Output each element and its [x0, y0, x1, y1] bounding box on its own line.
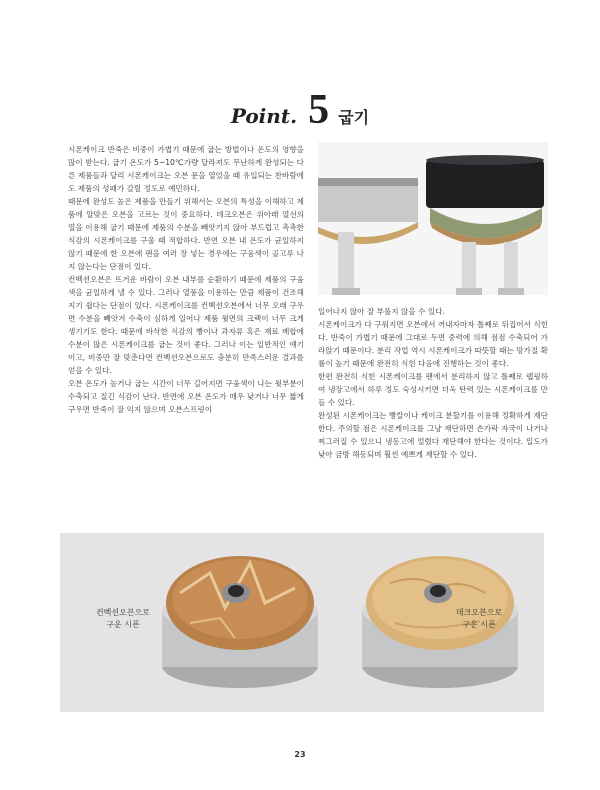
caption-convection: [88, 607, 158, 631]
left-text-column: [68, 143, 304, 416]
paragraph: 컨벡션오븐은 뜨거운 바람이 오븐 내부를 순환하기 때문에 제품의 구움색을 균일하게 낼 수 있다. 그러나 열풍을 이용하는 만큼 제품이 건조해지기 쉽다는 단점이 있다. 시폰케이크를 컨벡션오븐에서 너무 오래 구우면 수분을 빼앗겨 수축이 심하게 일어나 제품 윗면의 크랙이 너무 크게 생기기도 한다. 때문에 바삭한 식감의 빵이나 과자류 혹은 재료 배합에 수분이 많은 시폰케이크를 굽는 것이 좋다. 그러나 이는 일반적인 얘기이고, 비중만 잘 맞춘다면 컨벡션오븐으로도 충분히 만족스러운 결과를 얻을 수 있다.: [68, 275, 304, 375]
heading-title: 굽기: [338, 108, 370, 127]
paragraph: 시폰케이크 반죽은 비중이 가볍기 때문에 굽는 방법이나 온도의 영향을 많이 받는다. 굽기 온도가 5~10℃가량 달라져도 무난하게 완성되는 다른 제품들과 달리 시폰케이크는 오븐 문을 열었을 때 유입되는 찬바람에도 제품의 성패가 갈릴 정도로 예민하다.: [68, 145, 304, 193]
heading-point: Point.: [230, 104, 298, 128]
caption-deck: [444, 607, 514, 631]
right-text-column: [318, 305, 548, 461]
paragraph: 완성된 시폰케이크는 빵칼이나 케이크 분할기를 이용해 정확하게 재단한다. 주의할 점은 시폰케이크를 그냥 재단하면 손가락 자국이 나거나 찌그러질 수 있으니 냉동고에 얼렸다 재단해야 한다는 것이다. 밀도가 낮아 금방 해동되며 훨씬 예쁘게 재단할 수 있다.: [318, 411, 548, 459]
caption-line: 데크오븐으로: [455, 608, 503, 617]
heading-number: 5: [308, 87, 330, 133]
paragraph: 오븐 온도가 높거나 굽는 시간이 너무 길어지면 구움색이 나는 윗부분이 수축되고 질긴 식감이 난다. 반면에 오븐 온도가 매우 낮거나 너무 짧게 구우면 반죽이 잘 익지 않으며 오븐스프링이: [68, 379, 304, 414]
paragraph: 시폰케이크가 다 구워지면 오븐에서 꺼내자마자 틀째로 뒤집어서 식힌다. 반죽이 가볍기 때문에 그대로 두면 중력에 의해 점점 수축되어 가라앉기 때문이다. 분리 작업 역시 시폰케이크가 따뜻할 때는 망가질 확률이 높기 때문에 완전히 식힌 다음에 진행하는 것이 좋다.: [318, 320, 548, 368]
cooling-cakes-photo: [318, 142, 548, 295]
cooling-cakes-illustration: [318, 142, 548, 295]
paragraph: 한편 완전히 식힌 시폰케이크를 팬에서 분리하지 않고 틀째로 랩핑하여 냉장고에서 하루 정도 숙성시키면 더욱 탄력 있는 시폰케이크를 만들 수 있다.: [318, 372, 548, 407]
caption-line: 구운 시폰: [462, 620, 496, 629]
section-heading: [0, 86, 600, 134]
caption-line: 컨벡션오븐으로: [95, 608, 151, 617]
caption-line: 구운 시폰: [106, 620, 140, 629]
paragraph: 일어나지 않아 잘 부풀지 않을 수 있다.: [318, 307, 445, 316]
paragraph: 때문에 완성도 높은 제품을 만들기 위해서는 오븐의 특성을 이해하고 제품에 알맞은 오븐을 고르는 것이 중요하다. 데크오븐은 위아래 열선의 열을 이용해 굽기 때문에 제품의 수분을 빼앗기지 않아 부드럽고 촉촉한 식감의 시폰케이크를 구울 때 적합하다. 반면 오븐 내 온도가 균일하지 않기 때문에 한 오븐에 팬을 여러 장 넣는 경우에는 구움색이 골고루 나지 않는다는 단점이 있다.: [68, 197, 304, 271]
page-number: 23: [294, 750, 306, 759]
